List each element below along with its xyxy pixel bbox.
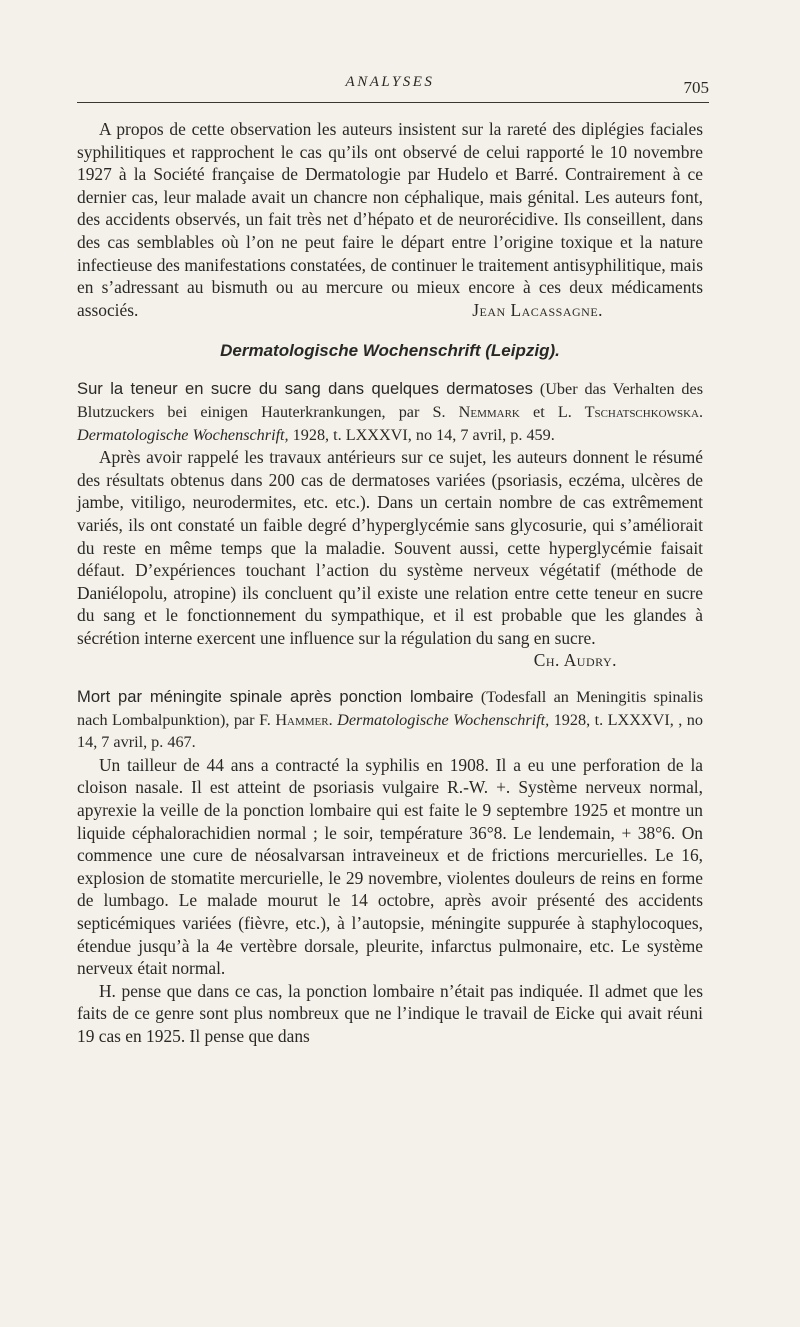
article-title: Mort par méningite spinale après ponction lombaire <box>77 687 474 707</box>
page <box>77 70 709 1048</box>
paragraph-text: A propos de cette observation les auteurs insistent sur la rareté des diplégies faciales syphilitiques et rapprochent le cas qu’ils ont observé de celui rapporté le 10 novembre 1927 à la Société française de Dermatologie par Hudelo et Barré. Contrairement à ce dernier cas, leur malade avait un chancre non céphalique, mais génital. Les auteurs font, des accidents observés, un fait très net d’hépato et de neurorécidive. Ils conseillent, dans des cas semblables où l’on ne peut faire le départ entre l’origine toxique et la nature infectieuse des manifestations constatées, de continuer le traitement antisyphilitique, mais en s’adressant au bismuth ou au mercure ou mieux encore à ces deux médicaments associés. <box>77 119 703 320</box>
article-body <box>77 446 703 671</box>
running-header <box>77 70 709 97</box>
author-signature: Jean Lacassagne. <box>472 299 603 320</box>
running-title: ANALYSES <box>345 74 435 90</box>
article-reference <box>77 378 703 446</box>
journal-name: Dermatologische Wochenschrift, <box>337 710 550 729</box>
header-rule <box>77 102 709 103</box>
journal-heading: Dermatologische Wochenschrift (Leipzig). <box>220 341 560 361</box>
paragraph <box>77 118 703 321</box>
article-meningitis <box>77 686 703 1048</box>
article-title: Sur la teneur en sucre du sang dans quelques dermatoses <box>77 379 533 399</box>
section-lacassagne <box>77 118 703 321</box>
page-number: 705 <box>683 78 709 97</box>
journal-name: Dermatologische Wochenschrift, <box>77 425 289 444</box>
author-signature: Ch. Audry. <box>533 650 617 671</box>
citation-details: 1928, t. LXXXVI, , no 14, 7 avril, p. 467. <box>77 710 703 752</box>
body-text: Après avoir rappelé les travaux antérieurs sur ce sujet, les auteurs donnent le résumé des résultats obtenus dans 200 cas de dermatoses variées (psoriasis, eczéma, ulcères de jambe, vitiligo, neurodermites, etc. etc.). Dans un certain nombre de cas extrêmement variés, ils ont constaté un faible degré d’hyperglycémie sans glycosurie, qui s’améliorait du reste en même temps que la maladie. Souvent aussi, cette hyperglycémie faisait défaut. D’expériences touchant l’action du système nerveux végétatif (méthode de Daniélopolu, atropine) ils concluent qu’il existe une relation entre cette teneur en sucre du sang et le fonctionnement du sympathique, et il est probable que les glandes à sécrétion interne exercent une influence sur la régulation du sang en sucre. <box>77 447 703 648</box>
article-body: H. pense que dans ce cas, la ponction lombaire n’était pas indiquée. Il admet que les faits de ce genre sont plus nombreux que ne l’indique le travail de Eicke qui avait réuni 19 cas en 1925. Il pense que dans <box>77 980 703 1046</box>
original-title: (Uber das Verhalten des Blutzuckers bei einigen Hauterkrankungen, par <box>77 380 704 421</box>
author-name: S. Nemmark <box>432 402 520 421</box>
citation-details: 1928, t. LXXXVI, no 14, 7 avril, p. 459. <box>292 425 555 444</box>
original-title: (Todesfall an Meningitis spinalis nach Lombalpunktion), par <box>77 688 704 729</box>
author-name: L. Tschatschkowska. <box>557 402 704 421</box>
article-body: Un tailleur de 44 ans a contracté la syphilis en 1908. Il a eu une perforation de la cloison nasale. Il est atteint de psoriasis vulgaire R.-W. +. Système nerveux normal, apyrexie la veille de la ponction lombaire qui est faite le 9 septembre 1925 et montre un liquide céphalorachidien normal ; le soir, température 36°8. Le lendemain, + 38°6. On commence une cure de néosalvarsan intraveineux et de frictions mercurielles. Le 16, explosion de stomatite mercurielle, le 29 novembre, violentes douleurs de reins en forme de lumbago. Le malade mourut le 14 octobre, après avoir présenté des accidents septicémiques variées (fièvre, etc.), à l’autopsie, méningite suppurée à staphylocoques, étendue jusqu’à la 4e vertèbre dorsale, pleurite, infarctus pulmonaire, etc. Le système nerveux était normal. <box>77 754 703 979</box>
ref-conjunction: et <box>533 402 545 421</box>
article-blood-sugar <box>77 378 703 672</box>
author-name: F. Hammer. <box>259 710 333 729</box>
article-reference <box>77 686 703 754</box>
